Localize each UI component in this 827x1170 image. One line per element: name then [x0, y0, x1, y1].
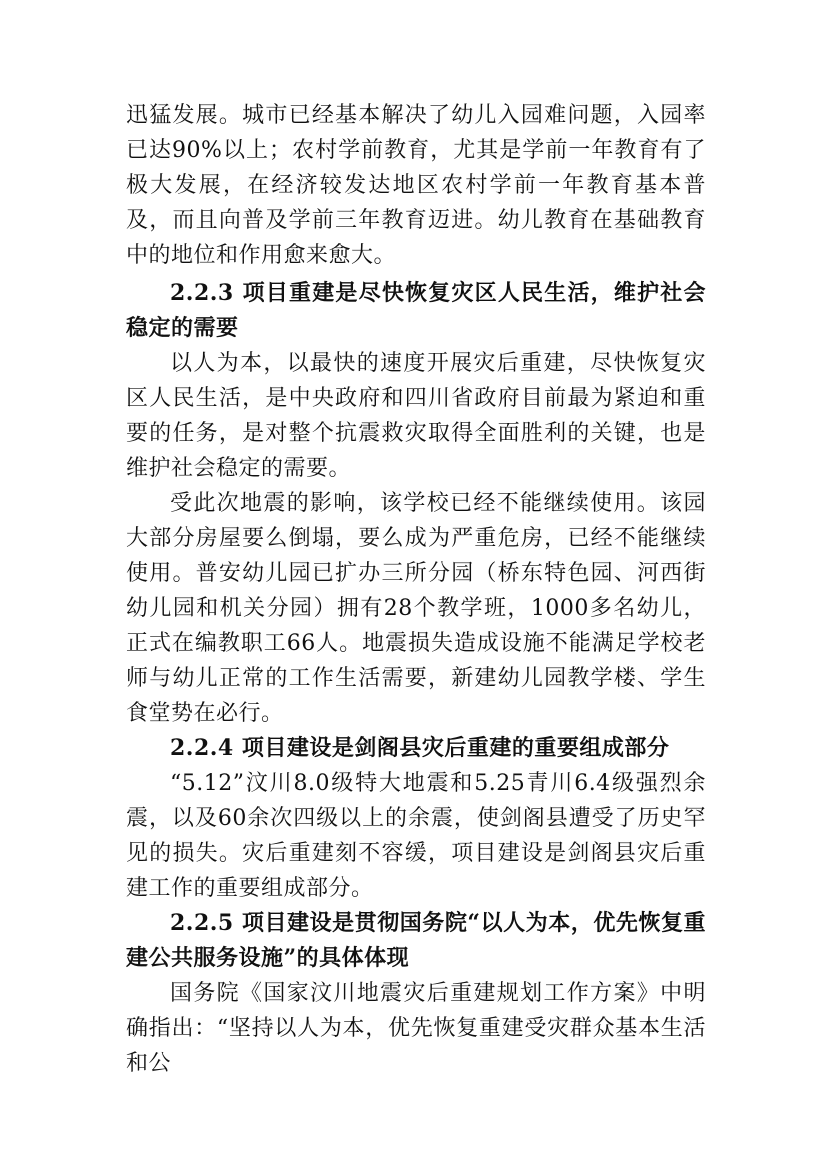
- section-heading-2-2-5: 2.2.5 项目建设是贯彻国务院“以人为本，优先恢复重建公共服务设施”的具体体现: [126, 910, 706, 971]
- paragraph-state-council: 国务院《国家汶川地震灾后重建规划工作方案》中明确指出：“坚持以人为本，优先恢复重建受灾群众基本生活和公: [126, 981, 706, 1076]
- section-heading-2-2-3: 2.2.3 项目重建是尽快恢复灾区人民生活，维护社会稳定的需要: [126, 280, 706, 341]
- document-body: [126, 98, 706, 1081]
- paragraph-continuation: 迅猛发展。城市已经基本解决了幼儿入园难问题，入园率已达90%以上；农村学前教育，尤其是学前一年教育有了极大发展，在经济较发达地区农村学前一年教育基本普及，而且向普及学前三年教育迈进。幼儿教育在基础教育中的地位和作用愈来愈大。: [126, 103, 706, 268]
- paragraph-rebuild-life: 以人为本，以最快的速度开展灾后重建，尽快恢复灾区人民生活，是中央政府和四川省政府目前最为紧迫和重要的任务，是对整个抗震救灾取得全面胜利的关键，也是维护社会稳定的需要。: [126, 351, 706, 481]
- section-heading-2-2-4: 2.2.4 项目建设是剑阁县灾后重建的重要组成部分: [170, 735, 670, 761]
- paragraph-jiange-losses: “5.12”汶川8.0级特大地震和5.25青川6.4级强烈余震，以及60余次四级以上的余震，使剑阁县遭受了历史罕见的损失。灾后重建刻不容缓，项目建设是剑阁县灾后重建工作的重要组成部分。: [126, 771, 706, 901]
- paragraph-earthquake-impact: 受此次地震的影响，该学校已经不能继续使用。该园大部分房屋要么倒塌，要么成为严重危房，已经不能继续使用。普安幼儿园已扩办三所分园（桥东特色园、河西街幼儿园和机关分园）拥有28个教学班，1000多名幼儿，正式在编教职工66人。地震损失造成设施不能满足学校老师与幼儿正常的工作生活需要，新建幼儿园教学楼、学生食堂势在必行。: [126, 491, 706, 726]
